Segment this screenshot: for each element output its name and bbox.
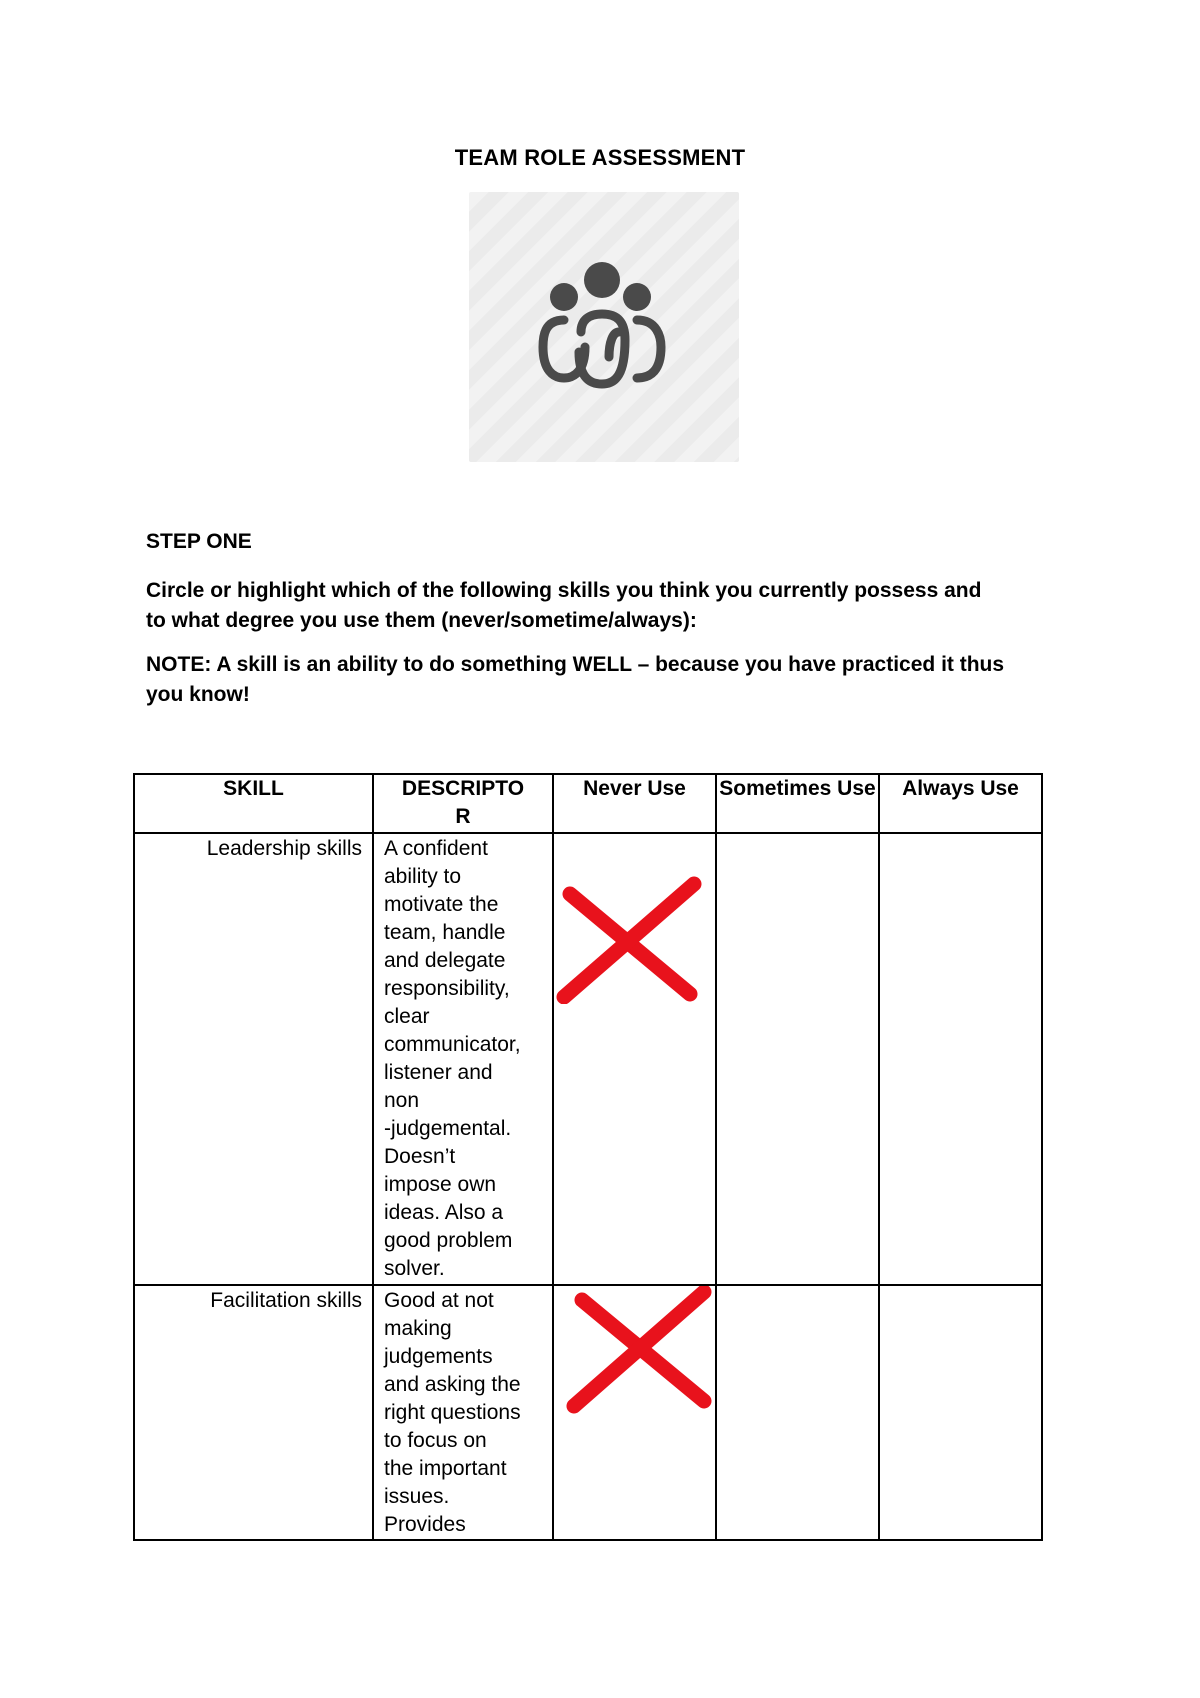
skill-cell: Facilitation skills [134,1285,373,1540]
skills-table [133,773,1043,1541]
always-use-cell[interactable] [879,833,1042,1285]
table-header-row [134,774,1042,833]
instruction-text: Circle or highlight which of the following skills you think you currently possess and to what degree you use them (never/sometime/always): [146,579,982,632]
descriptor-cell [373,1285,553,1540]
header-always-use: Always Use [879,774,1042,833]
header-never-use: Never Use [553,774,716,833]
table-row [134,1285,1042,1540]
note-text: NOTE: A skill is an ability to do something WELL – because you have practiced it thus you know! [146,653,1005,706]
team-people-icon [469,192,739,462]
never-use-cell[interactable] [553,833,716,1285]
never-use-cell[interactable] [553,1285,716,1540]
descriptor-text: Good at not making judgements and asking the right questions to focus on the important issues. Provides [384,1289,521,1536]
step-heading: STEP ONE [146,530,252,553]
header-descriptor: DESCRIPTO R [373,774,553,833]
always-use-cell[interactable] [879,1285,1042,1540]
sometimes-use-cell[interactable] [716,833,879,1285]
x-mark-icon [554,1286,717,1416]
table-row [134,833,1042,1285]
page-title: TEAM ROLE ASSESSMENT [454,145,746,170]
skill-cell: Leadership skills [134,833,373,1285]
x-mark-icon [554,834,717,1004]
header-skill: SKILL [134,774,373,833]
descriptor-text: A confident ability to motivate the team, handle and delegate responsibility, clear communicator, listener and non -judgemental. Doesn’t impose own ideas. Also a good problem solver. [384,837,521,1280]
sometimes-use-cell[interactable] [716,1285,879,1540]
descriptor-cell [373,833,553,1285]
header-sometimes-use: Sometimes Use [716,774,879,833]
team-logo-image [469,192,739,462]
